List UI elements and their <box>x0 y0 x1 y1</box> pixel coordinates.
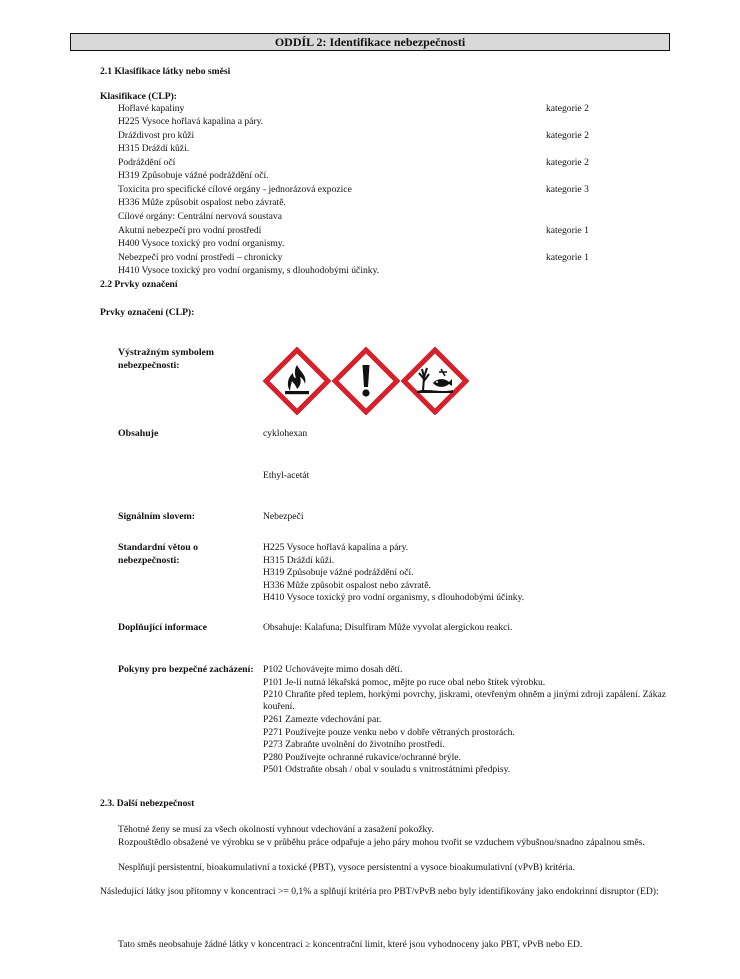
classification-category: kategorie 2 <box>546 103 589 114</box>
precautionary-statement: P280 Používejte ochranné rukavice/ochranné brýle. <box>263 751 461 763</box>
classification-hazard: Podráždění očí <box>118 157 176 168</box>
precautionary-statement: P501 Odstraňte obsah / obal v souladu s vnitrostátními předpisy. <box>263 764 511 775</box>
other-hazard: Těhotné ženy se musí za všech okolností vyhnout vdechování a zasažení pokožky. <box>118 824 434 835</box>
signal-word-label: Signálním slovem: <box>118 511 196 522</box>
contains-label: Obsahuje <box>118 428 159 439</box>
other-hazard: Rozpouštědlo obsažené ve výrobku se v průběhu práce odpařuje a jeho páry mohou tvořit se vzduchem výbušnou/snadno zápalnou směs. <box>118 836 645 848</box>
pictograms-label: Výstražným symbolem nebezpečnosti: <box>118 347 215 371</box>
classification-category: kategorie 2 <box>546 157 589 168</box>
classification-h-statement: H400 Vysoce toxický pro vodní organismy. <box>118 238 285 249</box>
classification-hazard: Hořlavé kapaliny <box>118 103 185 114</box>
precautionary-label: Pokyny pro bezpečné zacházení: <box>118 664 254 675</box>
flame-pictogram-icon <box>263 347 331 415</box>
pbt-note: Následující látky jsou přítomny v koncentraci >= 0,1% a splňují kritéria pro PBT/vPvB nebo byly identifikovány jako endokrinní disruptor (ED): <box>100 886 659 897</box>
classification-hazard: Dráždivost pro kůži <box>118 130 195 141</box>
contains-substance: Ethyl-acetát <box>263 470 310 481</box>
precautionary-statement: P210 Chraňte před teplem, horkými povrchy, jiskrami, otevřeným ohněm a jinými zdroji zapálení. Zákaz kouření. <box>263 689 667 713</box>
classification-category: kategorie 2 <box>546 130 589 141</box>
precautionary-statement: P102 Uchovávejte mimo dosah dětí. <box>263 664 403 675</box>
classification-h-statement: H319 Způsobuje vážné podráždění očí. <box>118 170 269 181</box>
classification-hazard: Toxicita pro specifické cílové orgány - jednorázová expozice <box>118 184 352 195</box>
precautionary-statement: P271 Používejte pouze venku nebo v dobře větraných prostorách. <box>263 726 515 738</box>
classification-hazard: Akutní nebezpečí pro vodní prostředí <box>118 225 262 236</box>
classification-category: kategorie 1 <box>546 225 589 236</box>
signal-word: Nebezpečí <box>263 511 304 522</box>
subsection-2-1-heading: 2.1 Klasifikace látky nebo směsi <box>100 66 231 77</box>
label-elements-heading: Prvky označení (CLP): <box>100 307 195 318</box>
final-note: Tato směs neobsahuje žádné látky v koncentraci ≥ koncentrační limit, které jsou vyhodnoceny jako PBT, vPvB nebo ED. <box>118 939 583 950</box>
hazard-statement: H315 Dráždí kůži. <box>263 554 335 566</box>
classification-h-statement: H315 Dráždí kůži. <box>118 143 190 154</box>
supplemental-info: Obsahuje: Kalafuna; Disulfiram Může vyvolat alergickou reakci. <box>263 622 513 633</box>
classification-h-statement: H336 Může způsobit ospalost nebo závratě. <box>118 197 286 208</box>
exclamation-pictogram-icon <box>332 347 400 415</box>
supplemental-info-label: Doplňující informace <box>118 622 207 633</box>
hazard-statement: H336 Může způsobit ospalost nebo závratě. <box>263 579 431 591</box>
clp-classification-heading: Klasifikace (CLP): <box>100 91 178 102</box>
subsection-2-3-heading: 2.3. Další nebezpečnost <box>100 798 195 809</box>
classification-hazard: Nebezpečí pro vodní prostředí – chronicky <box>118 252 283 263</box>
environment-pictogram-icon <box>401 347 469 415</box>
other-hazard: Nesplňují persistentní, bioakumulativní a toxické (PBT), vysoce persistentní a vysoce bioakumulativní (vPvB) kritéria. <box>118 861 575 873</box>
hazard-statements-label: Standardní větou o nebezpečnosti: <box>118 542 199 566</box>
hazard-statement: H319 Způsobuje vážné podráždění očí. <box>263 567 414 578</box>
classification-category: kategorie 3 <box>546 184 589 195</box>
classification-h-statement: H225 Vysoce hořlavá kapalina a páry. <box>118 116 264 127</box>
contains-substance: cyklohexan <box>263 428 308 439</box>
section-title: ODDÍL 2: Identifikace nebezpečnosti <box>70 33 670 51</box>
precautionary-statement: P101 Je-li nutná lékařská pomoc, mějte po ruce obal nebo štítek výrobku. <box>263 676 546 688</box>
hazard-statement: H225 Vysoce hořlavá kapalina a páry. <box>263 542 409 553</box>
target-organs: Cílové orgány: Centrální nervová soustava <box>118 211 282 222</box>
subsection-2-2-heading: 2.2 Prvky označení <box>100 279 178 290</box>
classification-category: kategorie 1 <box>546 252 589 263</box>
classification-h-statement: H410 Vysoce toxický pro vodní organismy, s dlouhodobými účinky. <box>118 265 380 276</box>
precautionary-statement: P273 Zabraňte uvolnění do životního prostředí. <box>263 739 445 750</box>
hazard-statement: H410 Vysoce toxický pro vodní organismy, s dlouhodobými účinky. <box>263 592 525 603</box>
precautionary-statement: P261 Zamezte vdechování par. <box>263 714 382 725</box>
